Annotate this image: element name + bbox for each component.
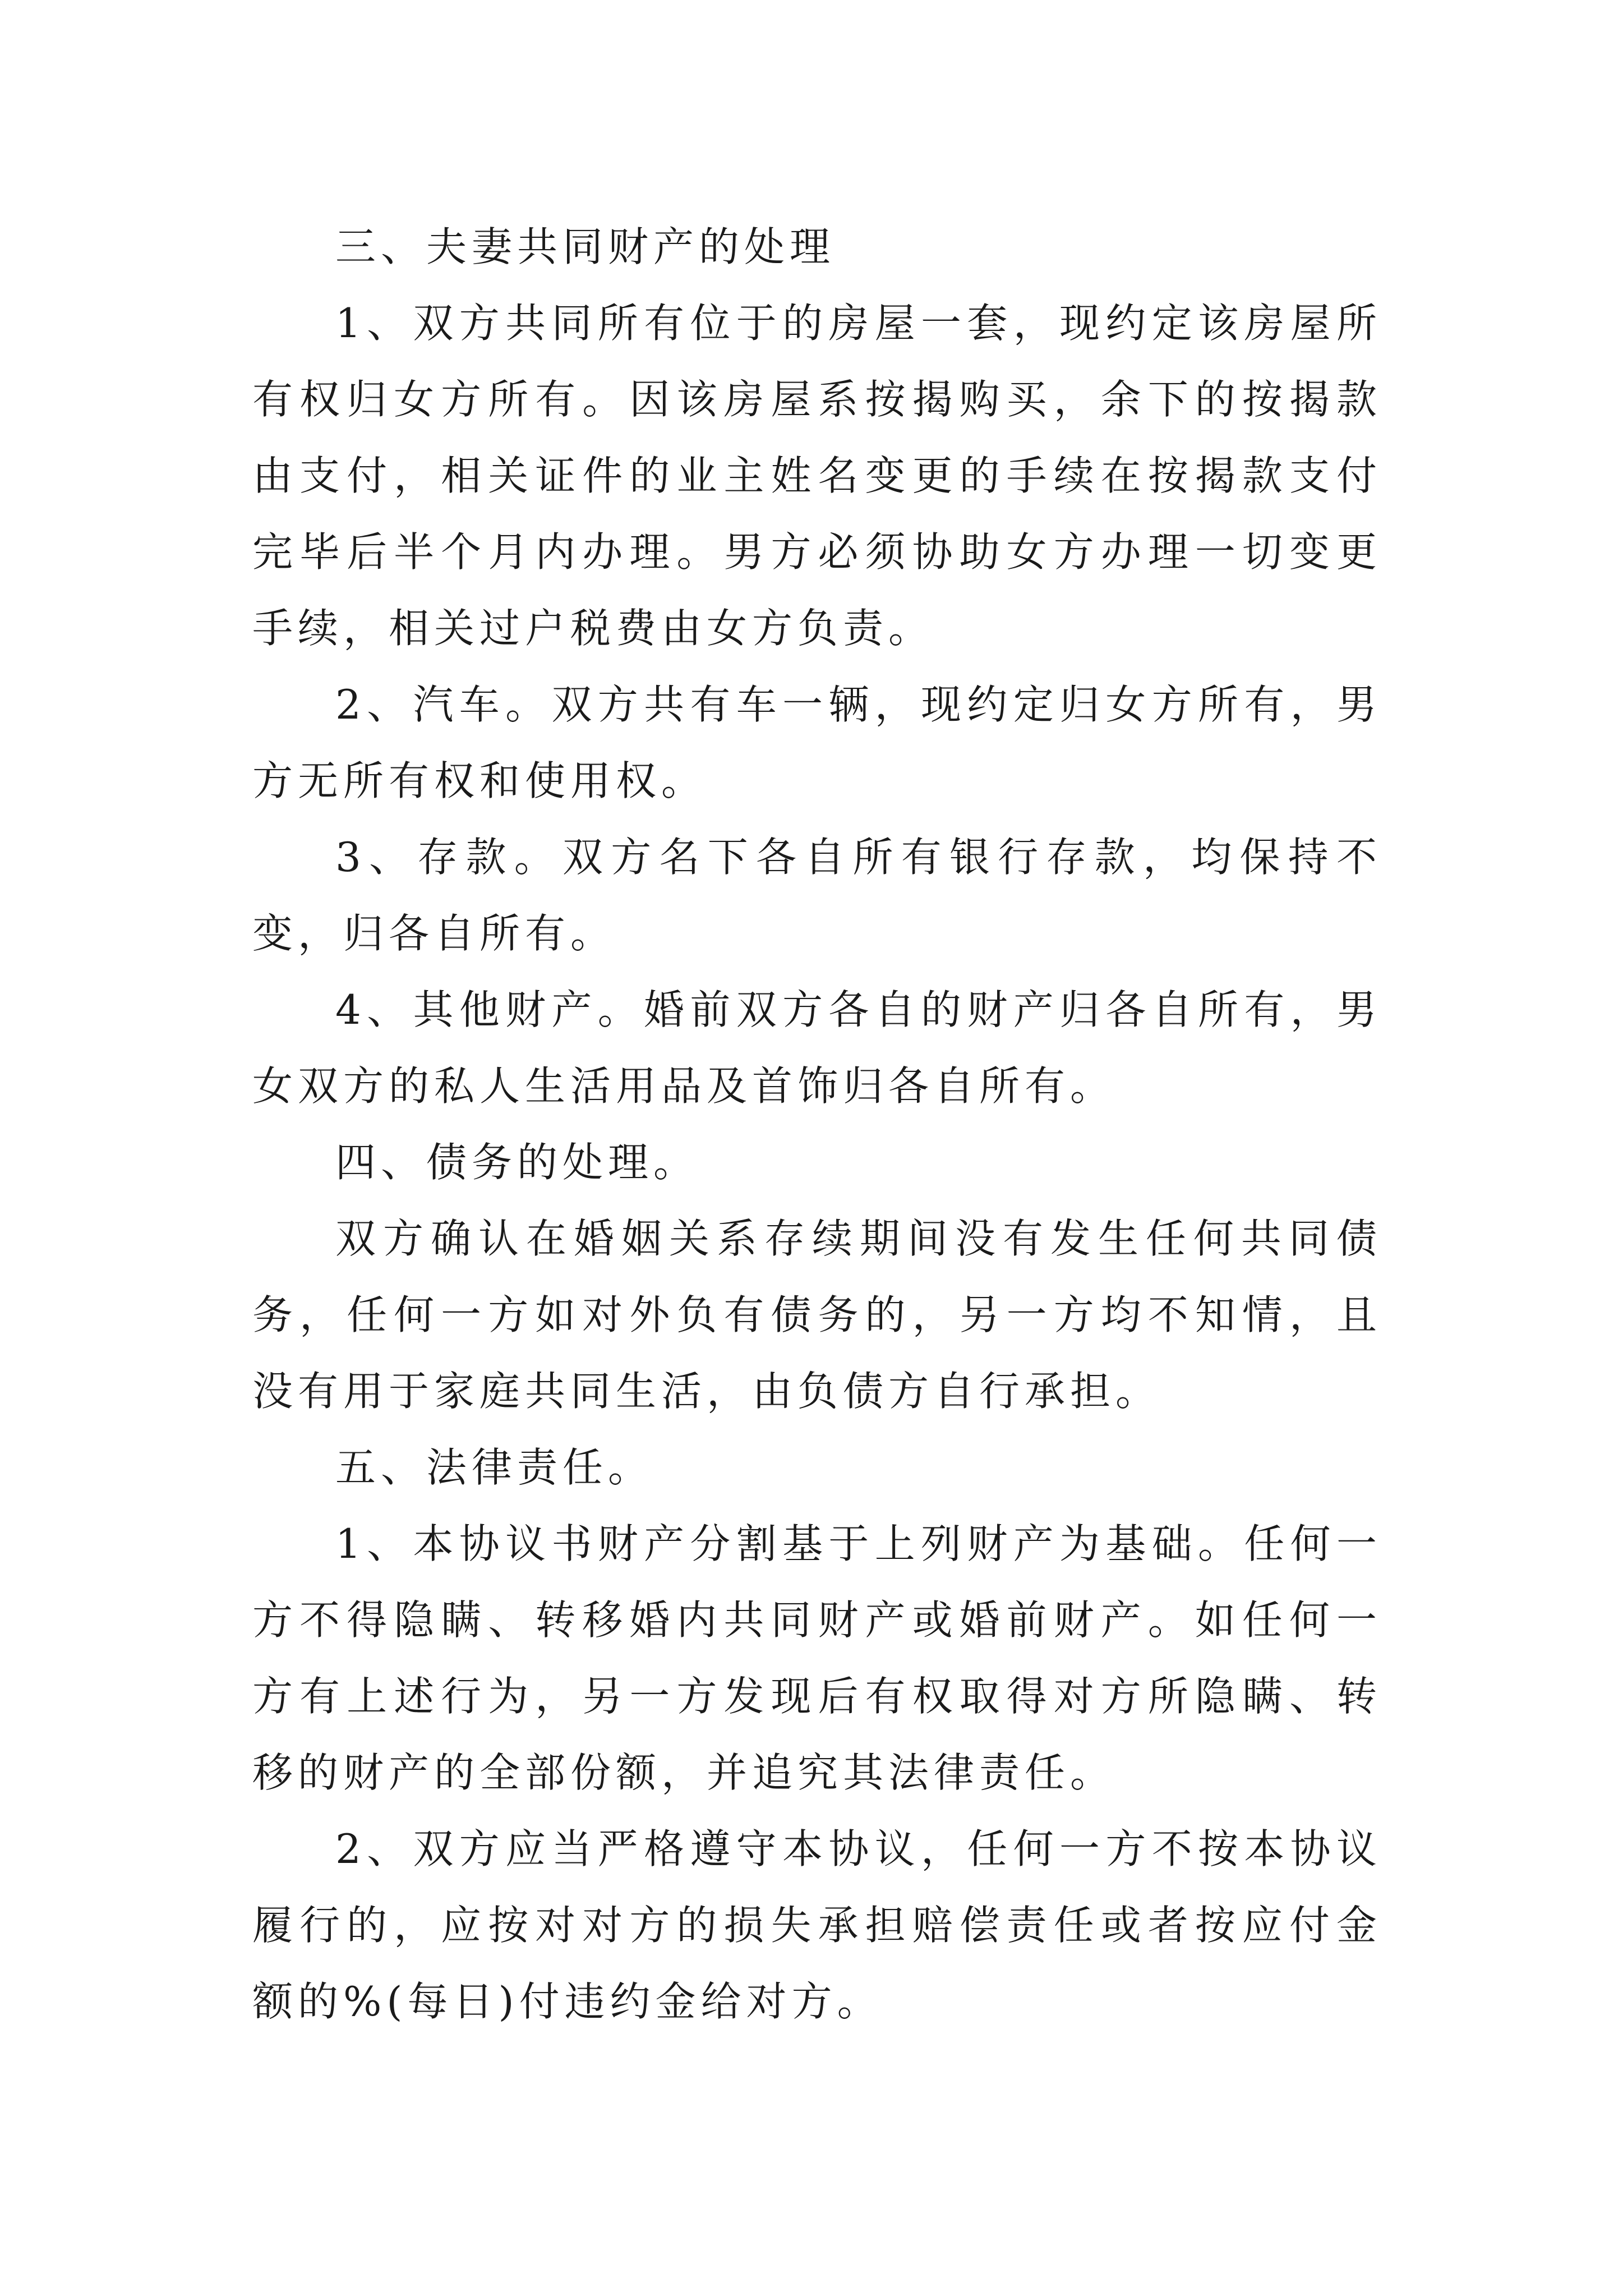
clause-liability-breach: 2、双方应当严格遵守本协议，任何一方不按本协议履行的，应按对对方的损失承担赔偿责任或者按应付金额的%(每日)付违约金给对方。 (252, 1825, 1382, 2025)
section-heading-debts: 四、债务的处理。 (335, 1139, 699, 1186)
clause-liability-concealment: 1、本协议书财产分割基于上列财产为基础。任何一方不得隐瞒、转移婚内共同财产或婚前财产。如任何一方有上述行为，另一方发现后有权取得对方所隐瞒、转移的财产的全部份额，并追究其法律责任。 (252, 1520, 1382, 1796)
section-heading-property: 三、夫妻共同财产的处理 (335, 223, 836, 270)
section-heading-liability: 五、法律责任。 (335, 1444, 654, 1491)
clause-deposits: 3、存款。双方名下各自所有银行存款，均保持不变，归各自所有。 (252, 834, 1382, 957)
clause-other-property: 4、其他财产。婚前双方各自的财产归各自所有，男女双方的私人生活用品及首饰归各自所有。 (252, 986, 1382, 1110)
clause-house: 1、双方共同所有位于的房屋一套，现约定该房屋所有权归女方所有。因该房屋系按揭购买，余下的按揭款由支付，相关证件的业主姓名变更的手续在按揭款支付完毕后半个月内办理。男方必须协助女方办理一切变更手续，相关过户税费由女方负责。 (252, 300, 1382, 652)
document-body (252, 209, 1382, 2040)
clause-debts: 双方确认在婚姻关系存续期间没有发生任何共同债务，任何一方如对外负有债务的，另一方均不知情，且没有用于家庭共同生活，由负债方自行承担。 (252, 1215, 1382, 1415)
clause-car: 2、汽车。双方共有车一辆，现约定归女方所有，男方无所有权和使用权。 (252, 681, 1382, 804)
